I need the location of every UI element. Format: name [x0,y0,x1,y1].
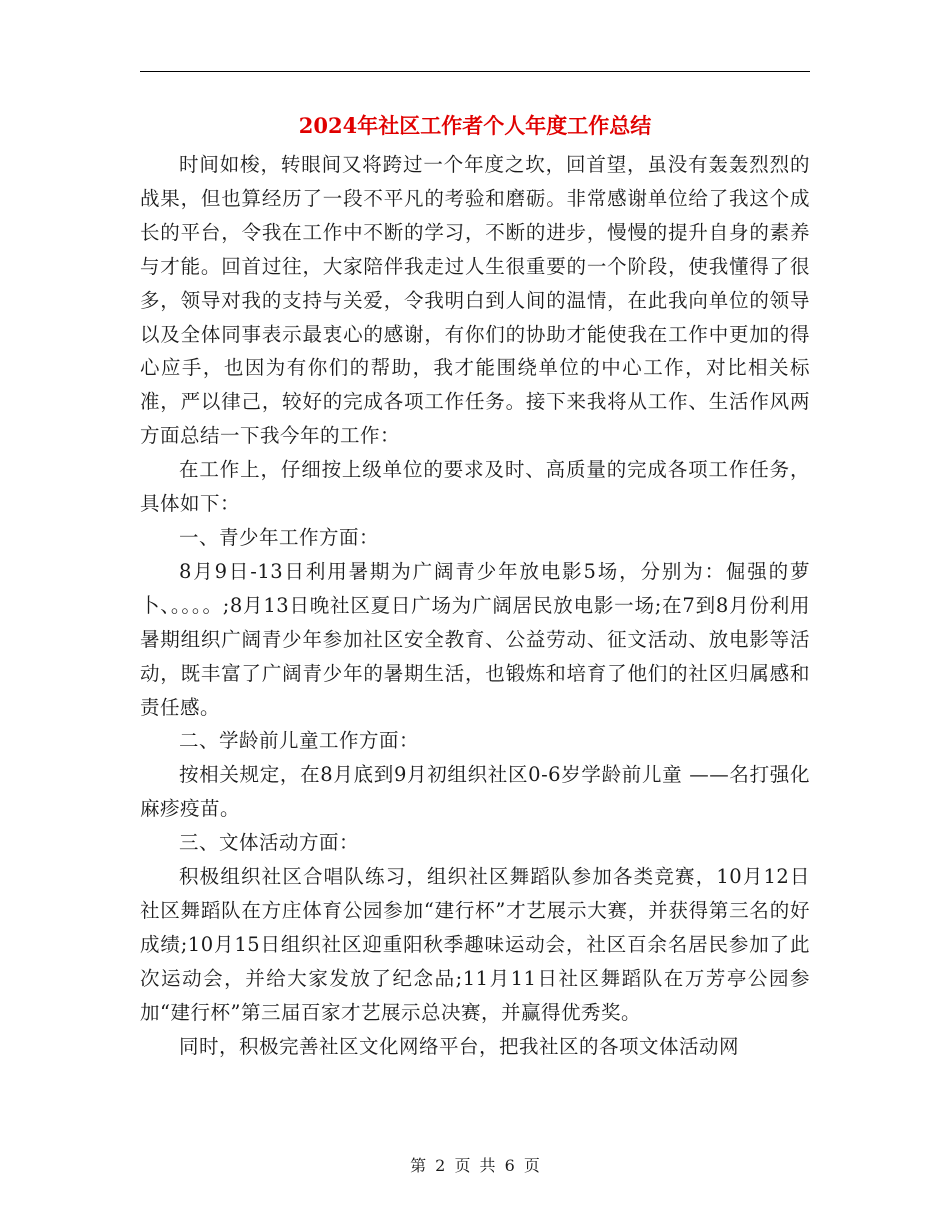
paragraph-culture-sports: 积极组织社区合唱队练习，组织社区舞蹈队参加各类竞赛，10月12日社区舞蹈队在方庄体育公园参加“建行杯”才艺展示大赛，并获得第三名的好成绩;10月15日组织社区迎重阳秋季趣味运动会，社区百余名居民参加了此次运动会，并给大家发放了纪念品;11月11日社区舞蹈队在万芳亭公园参加“建行杯”第三届百家才艺展示总决赛，并赢得优秀奖。 [140,865,810,1024]
paragraph-intro: 时间如梭，转眼间又将跨过一个年度之坎，回首望，虽没有轰轰烈烈的战果，但也算经历了一段不平凡的考验和磨砺。非常感谢单位给了我这个成长的平台，令我在工作中不断的学习，不断的进步，慢慢的提升自身的素养与才能。回首过往，大家陪伴我走过人生很重要的一个阶段，使我懂得了很多，领导对我的支持与关爱，令我明白到人间的温情，在此我向单位的领导以及全体同事表示最衷心的感谢，有你们的协助才能使我在工作中更加的得心应手，也因为有你们的帮助，我才能围绕单位的中心工作，对比相关标准，严以律己，较好的完成各项工作任务。接下来我将从工作、生活作风两方面总结一下我今年的工作： [140,153,810,448]
paragraph-preschool: 按相关规定，在8月底到9月初组织社区0-6岁学龄前儿童 ——名打强化麻疹疫苗。 [140,763,810,821]
header-rule [140,71,810,72]
document-body [140,148,810,1063]
section-heading-preschool: 二、学龄前儿童工作方面： [179,729,420,753]
document-title: 2024年社区工作者个人年度工作总结 [298,113,652,138]
paragraph-youth: 8月9日-13日利用暑期为广阔青少年放电影5场，分别为：倔强的萝卜、。。。。;8月13日晚社区夏日广场为广阔居民放电影一场;在7到8月份利用暑期组织广阔青少年参加社区安全教育、公益劳动、征文活动、放电影等活动，既丰富了广阔青少年的暑期生活，也锻炼和培育了他们的社区归属感和责任感。 [140,559,810,719]
section-heading-culture-sports: 三、文体活动方面： [179,831,360,855]
paragraph-work-overview: 在工作上，仔细按上级单位的要求及时、高质量的完成各项工作任务，具体如下： [140,458,810,516]
page-number-footer: 第 2 页 共 6 页 [410,1156,540,1175]
paragraph-culture-network: 同时，积极完善社区文化网络平台，把我社区的各项文体活动网 [179,1034,740,1058]
section-heading-youth: 一、青少年工作方面： [179,525,380,549]
